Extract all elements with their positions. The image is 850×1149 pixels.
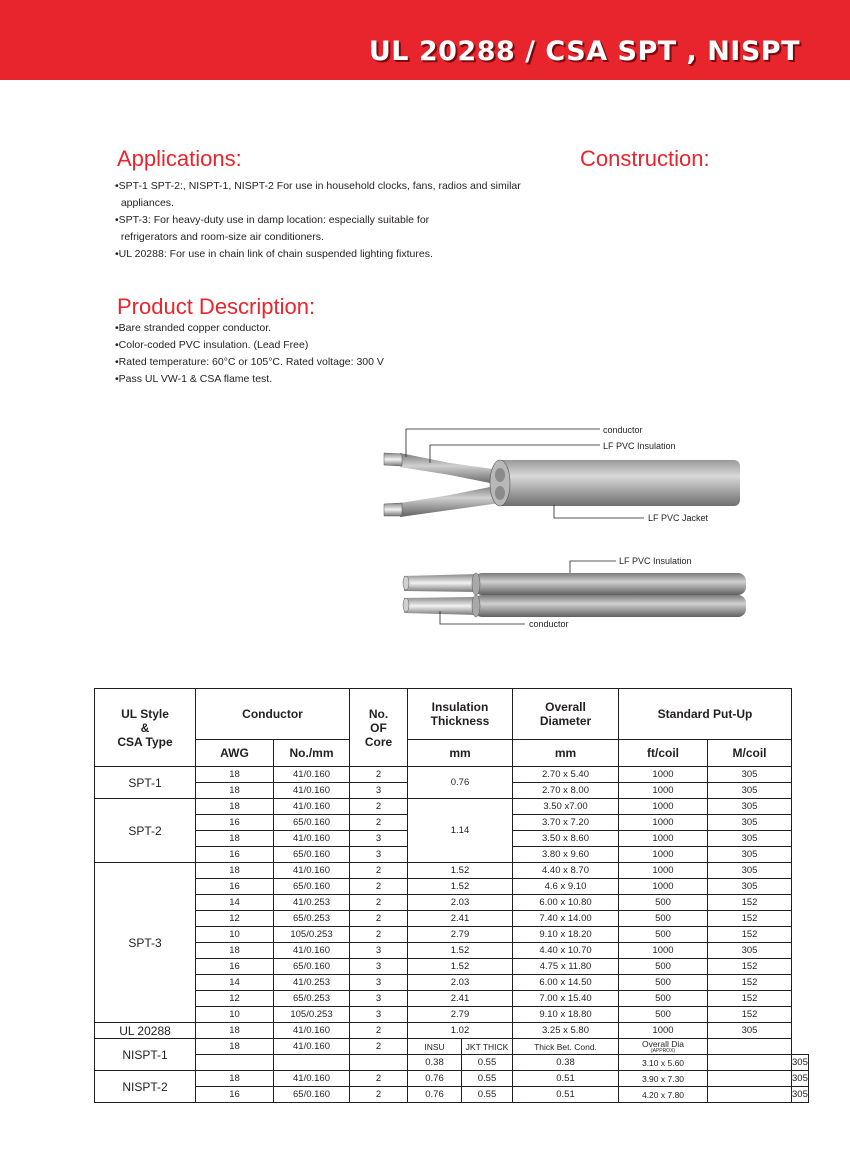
- table-row: [95, 767, 809, 783]
- table-cell: 4.40 x 8.70: [513, 863, 619, 879]
- header-banner: [0, 0, 850, 80]
- table-cell: 3: [350, 959, 408, 975]
- table-cell: 41/0.253: [274, 975, 350, 991]
- overall-dia-subheader: [619, 1039, 708, 1055]
- header-conductor: Conductor: [196, 689, 350, 740]
- table-cell: 18: [196, 799, 274, 815]
- table-cell: 305: [708, 767, 792, 783]
- table-cell: 3.90 x 7.30: [619, 1071, 708, 1087]
- insulation-cell: 1.14: [408, 799, 513, 863]
- table-cell: 65/0.160: [274, 815, 350, 831]
- table-cell: 3.50 x 8.60: [513, 831, 619, 847]
- header-ul-style: UL Style & CSA Type: [95, 689, 196, 767]
- insulation-cell: 2.03: [408, 975, 513, 991]
- overall-dia-label: Overall Dia: [641, 1038, 685, 1049]
- table-cell: 2: [350, 927, 408, 943]
- table-cell: 500: [619, 975, 708, 991]
- table-cell: 3.80 x 9.60: [513, 847, 619, 863]
- table-cell: 2: [350, 863, 408, 879]
- table-row: [95, 1007, 809, 1023]
- empty-cell: [196, 1055, 274, 1071]
- table-cell: 305: [708, 815, 792, 831]
- list-item: •SPT-1 SPT-2:, NISPT-1, NISPT-2 For use in household clocks, fans, radios and similar: [115, 180, 521, 192]
- table-cell: 41/0.160: [274, 831, 350, 847]
- table-row: [95, 911, 809, 927]
- table-subheader-row: [95, 740, 809, 767]
- type-cell: NISPT-1: [95, 1039, 196, 1071]
- diagram-label-conductor-2: conductor: [529, 619, 569, 629]
- empty-cell: [708, 1087, 792, 1103]
- list-item: •Bare stranded copper conductor.: [115, 322, 272, 334]
- table-cell: 500: [619, 927, 708, 943]
- list-item: •SPT-3: For heavy-duty use in damp location: especially suitable for: [115, 214, 430, 226]
- table-cell: 3: [350, 975, 408, 991]
- type-cell: SPT-2: [95, 799, 196, 863]
- table-cell: 152: [708, 991, 792, 1007]
- table-cell: 2: [350, 1071, 408, 1087]
- table-cell: 41/0.160: [274, 863, 350, 879]
- table-row: [95, 799, 809, 815]
- table-cell: 3: [350, 1007, 408, 1023]
- header-no-mm: No./mm: [274, 740, 350, 767]
- diagram-label-insulation-2: LF PVC Insulation: [619, 556, 692, 566]
- insulation-cell: 0.76: [408, 767, 513, 799]
- table-row: [95, 927, 809, 943]
- type-cell: SPT-3: [95, 863, 196, 1023]
- header-mcoil: M/coil: [708, 740, 792, 767]
- table-cell: 0.38: [408, 1055, 462, 1071]
- table-cell: 9.10 x 18.20: [513, 927, 619, 943]
- insulation-cell: 2.41: [408, 991, 513, 1007]
- table-cell: 305: [708, 783, 792, 799]
- table-cell: 65/0.160: [274, 847, 350, 863]
- table-cell: 1000: [619, 799, 708, 815]
- table-cell: 41/0.253: [274, 895, 350, 911]
- table-cell: 1000: [619, 767, 708, 783]
- table-cell: 305: [792, 1055, 809, 1071]
- table-cell: 152: [708, 1007, 792, 1023]
- diagram-label-conductor: conductor: [603, 425, 643, 435]
- table-cell: 41/0.160: [274, 1039, 350, 1055]
- table-cell: 1000: [619, 863, 708, 879]
- table-cell: 500: [619, 991, 708, 1007]
- table-cell: 0.51: [513, 1071, 619, 1087]
- table-cell: 18: [196, 1071, 274, 1087]
- insulation-cell: 1.02: [408, 1023, 513, 1039]
- table-cell: 18: [196, 1039, 274, 1055]
- table-cell: 18: [196, 863, 274, 879]
- table-cell: 6.00 x 14.50: [513, 975, 619, 991]
- table-cell: 2: [350, 895, 408, 911]
- table-cell: 18: [196, 943, 274, 959]
- insulation-cell: 2.41: [408, 911, 513, 927]
- table-cell: 0.55: [462, 1087, 513, 1103]
- header-overall: Overall Diameter: [513, 689, 619, 740]
- table-row: [95, 1071, 809, 1087]
- table-cell: 3.10 x 5.60: [619, 1055, 708, 1071]
- table-cell: 3: [350, 783, 408, 799]
- list-item: •Rated temperature: 60°C or 105°C. Rated voltage: 300 V: [115, 356, 384, 368]
- table-cell: 18: [196, 783, 274, 799]
- insulation-cell: 2.03: [408, 895, 513, 911]
- table-cell: JKT THICK: [462, 1039, 513, 1055]
- table-cell: 3: [350, 943, 408, 959]
- table-cell: 10: [196, 927, 274, 943]
- insulation-cell: 2.79: [408, 927, 513, 943]
- table-cell: 305: [792, 1087, 809, 1103]
- table-cell: 41/0.160: [274, 767, 350, 783]
- table-cell: 18: [196, 831, 274, 847]
- table-cell: 500: [619, 895, 708, 911]
- header-ftcoil: ft/coil: [619, 740, 708, 767]
- table-cell: 1000: [619, 847, 708, 863]
- header-overall-unit: mm: [513, 740, 619, 767]
- empty-cell: [708, 1039, 792, 1055]
- table-cell: 65/0.253: [274, 991, 350, 1007]
- construction-title: Construction:: [580, 146, 710, 171]
- table-cell: 1000: [619, 831, 708, 847]
- header-insulation: Insulation Thickness: [408, 689, 513, 740]
- product-description-list: [115, 320, 384, 388]
- table-cell: 10: [196, 1007, 274, 1023]
- header-putup: Standard Put-Up: [619, 689, 792, 740]
- table-cell: 3.70 x 7.20: [513, 815, 619, 831]
- table-cell: 18: [196, 767, 274, 783]
- table-cell: 1000: [619, 783, 708, 799]
- table-cell: 65/0.160: [274, 879, 350, 895]
- table-cell: 65/0.253: [274, 911, 350, 927]
- table-cell: 41/0.160: [274, 799, 350, 815]
- table-cell: 2: [350, 1039, 408, 1055]
- table-cell: 3.25 x 5.80: [513, 1023, 619, 1039]
- table-cell: 0.76: [408, 1071, 462, 1087]
- table-cell: 305: [708, 1023, 792, 1039]
- table-cell: 1000: [619, 879, 708, 895]
- spec-table: [94, 688, 809, 1103]
- table-row: [95, 1055, 809, 1071]
- diagram-label-insulation: LF PVC Insulation: [603, 441, 676, 451]
- table-cell: 305: [708, 863, 792, 879]
- table-cell: 16: [196, 879, 274, 895]
- table-cell: 12: [196, 991, 274, 1007]
- table-cell: 105/0.253: [274, 1007, 350, 1023]
- type-cell: NISPT-2: [95, 1071, 196, 1103]
- table-row: [95, 863, 809, 879]
- table-cell: 3: [350, 991, 408, 1007]
- table-cell: 152: [708, 927, 792, 943]
- table-cell: 2: [350, 767, 408, 783]
- flat-cable-illustration: [384, 453, 740, 517]
- table-cell: 2: [350, 1087, 408, 1103]
- table-cell: 152: [708, 895, 792, 911]
- table-header-row: [95, 689, 809, 740]
- list-item: •Pass UL VW-1 & CSA flame test.: [115, 373, 273, 385]
- table-row: [95, 991, 809, 1007]
- table-row: [95, 959, 809, 975]
- diagram-label-jacket: LF PVC Jacket: [648, 513, 709, 523]
- table-cell: 2: [350, 911, 408, 927]
- table-cell: 3: [350, 831, 408, 847]
- table-cell: 2.70 x 8.00: [513, 783, 619, 799]
- table-cell: 4.40 x 10.70: [513, 943, 619, 959]
- list-item: •UL 20288: For use in chain link of chain suspended lighting fixtures.: [115, 248, 433, 260]
- table-cell: 2: [350, 815, 408, 831]
- list-item: appliances.: [115, 197, 174, 209]
- table-cell: 41/0.160: [274, 1023, 350, 1039]
- table-cell: 16: [196, 815, 274, 831]
- table-cell: 4.6 x 9.10: [513, 879, 619, 895]
- table-cell: 305: [708, 879, 792, 895]
- table-cell: 4.20 x 7.80: [619, 1087, 708, 1103]
- empty-cell: [274, 1055, 350, 1071]
- table-cell: 41/0.160: [274, 943, 350, 959]
- table-cell: 14: [196, 975, 274, 991]
- table-cell: 500: [619, 911, 708, 927]
- table-cell: 152: [708, 959, 792, 975]
- page-title: UL 20288 / CSA SPT , NISPT: [368, 36, 800, 67]
- cable-diagram: [370, 415, 750, 640]
- type-cell: SPT-1: [95, 767, 196, 799]
- table-cell: 0.38: [513, 1055, 619, 1071]
- table-cell: 3.50 x7.00: [513, 799, 619, 815]
- table-cell: 4.75 x 11.80: [513, 959, 619, 975]
- empty-cell: [708, 1055, 792, 1071]
- table-cell: 41/0.160: [274, 783, 350, 799]
- table-cell: 0.51: [513, 1087, 619, 1103]
- table-row: [95, 1023, 809, 1039]
- table-cell: 16: [196, 959, 274, 975]
- table-cell: 500: [619, 1007, 708, 1023]
- insulation-cell: 2.79: [408, 1007, 513, 1023]
- table-cell: 65/0.160: [274, 1087, 350, 1103]
- table-cell: 9.10 x 18.80: [513, 1007, 619, 1023]
- table-cell: 2: [350, 879, 408, 895]
- header-awg: AWG: [196, 740, 274, 767]
- table-cell: 0.55: [462, 1071, 513, 1087]
- table-cell: 500: [619, 959, 708, 975]
- table-cell: 2: [350, 799, 408, 815]
- type-cell: UL 20288: [95, 1023, 196, 1039]
- table-cell: 105/0.253: [274, 927, 350, 943]
- insulation-cell: 1.52: [408, 959, 513, 975]
- header-insulation-unit: mm: [408, 740, 513, 767]
- list-item: •Color-coded PVC insulation. (Lead Free): [115, 339, 309, 351]
- applications-title: Applications:: [117, 146, 242, 171]
- table-cell: 65/0.160: [274, 959, 350, 975]
- table-row: [95, 1039, 809, 1055]
- table-row: [95, 975, 809, 991]
- table-row: [95, 879, 809, 895]
- table-cell: 2: [350, 1023, 408, 1039]
- table-cell: 1000: [619, 1023, 708, 1039]
- table-row: [95, 895, 809, 911]
- table-cell: 7.00 x 15.40: [513, 991, 619, 1007]
- table-cell: 0.76: [408, 1087, 462, 1103]
- table-cell: 12: [196, 911, 274, 927]
- table-cell: 305: [792, 1071, 809, 1087]
- table-row: [95, 943, 809, 959]
- overall-dia-note: (APPROX): [650, 1047, 676, 1054]
- list-item: refrigerators and room-size air conditioners.: [115, 231, 324, 243]
- table-cell: 16: [196, 847, 274, 863]
- table-cell: 2.70 x 5.40: [513, 767, 619, 783]
- table-cell: 305: [708, 847, 792, 863]
- product-description-title: Product Description:: [117, 294, 316, 319]
- table-cell: 6.00 x 10.80: [513, 895, 619, 911]
- empty-cell: [350, 1055, 408, 1071]
- table-cell: 7.40 x 14.00: [513, 911, 619, 927]
- table-cell: 16: [196, 1087, 274, 1103]
- parallel-cable-illustration: [403, 573, 746, 617]
- table-cell: 305: [708, 943, 792, 959]
- table-cell: 152: [708, 911, 792, 927]
- table-cell: 3: [350, 847, 408, 863]
- table-row: [95, 1087, 809, 1103]
- table-cell: 14: [196, 895, 274, 911]
- table-cell: 1000: [619, 943, 708, 959]
- table-cell: 41/0.160: [274, 1071, 350, 1087]
- insulation-cell: 1.52: [408, 943, 513, 959]
- table-cell: Thick Bet. Cond.: [513, 1039, 619, 1055]
- empty-cell: [708, 1071, 792, 1087]
- table-cell: 305: [708, 831, 792, 847]
- table-cell: 18: [196, 1023, 274, 1039]
- table-cell: 305: [708, 799, 792, 815]
- table-cell: 1000: [619, 815, 708, 831]
- table-cell: INSU: [408, 1039, 462, 1055]
- applications-list: [115, 178, 521, 263]
- table-cell: 152: [708, 975, 792, 991]
- header-core: No. OF Core: [350, 689, 408, 767]
- insulation-cell: 1.52: [408, 879, 513, 895]
- table-cell: 0.55: [462, 1055, 513, 1071]
- insulation-cell: 1.52: [408, 863, 513, 879]
